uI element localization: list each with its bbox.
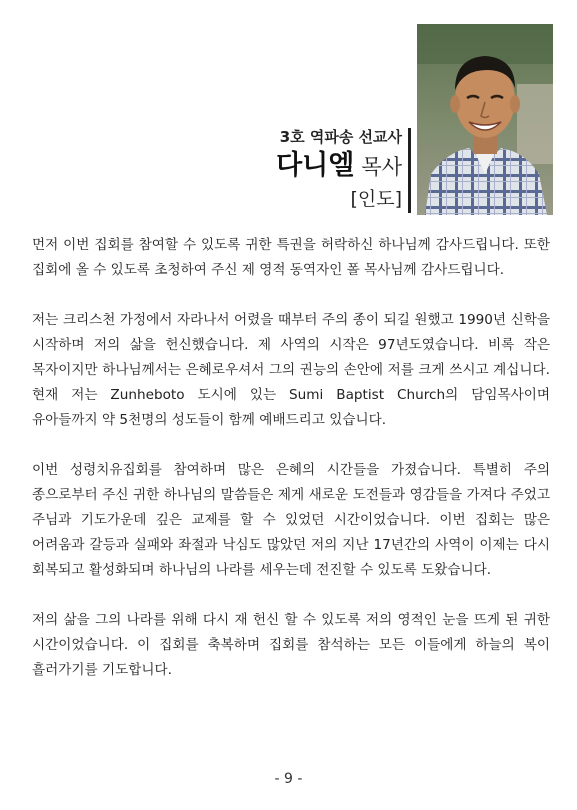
missionary-subtitle: 3호 역파송 선교사 <box>279 128 402 146</box>
portrait-photo <box>417 24 553 215</box>
article-header <box>0 24 577 216</box>
missionary-country: [인도] <box>350 188 402 210</box>
paragraph-2: 저는 크리스천 가정에서 자라나서 어렸을 때부터 주의 종이 되길 원했고 1990년 신학을 시작하며 저의 삶을 헌신했습니다. 제 사역의 시작은 97년도였습니다. 비록 작은 목자이지만 하나님께서는 은혜로우셔서 그의 권능의 손안에 저를 크게 쓰시고 계십니다. 현재 저는 Zunheboto 도시에 있는 Sumi Baptist Church의 담임목사이며 유아들까지 약 5천명의 성도들이 함께 예배드리고 있습니다. <box>32 312 550 428</box>
article-body <box>32 233 550 708</box>
missionary-name: 다니엘 <box>276 150 355 181</box>
paragraph-3: 이번 성령치유집회를 참여하며 많은 은혜의 시간들을 가졌습니다. 특별히 주의 종으로부터 주신 귀한 하나님의 말씀들은 제게 새로운 도전들과 영감들을 가져다 주었고 주님과 기도가운데 깊은 교제를 할 수 있었던 시간이었습니다. 이번 집회는 많은 어려움과 갈등과 실패와 좌절과 낙심도 많았던 저의 지난 17년간의 사역이 이제는 다시 회복되고 활성화되며 하나님의 나라를 세우는데 전진할 수 있도록 도왔습니다. <box>32 462 550 578</box>
page-number: - 9 - <box>274 771 303 787</box>
vertical-divider <box>408 128 411 213</box>
paragraph-4: 저의 삶을 그의 나라를 위해 다시 재 헌신 할 수 있도록 저의 영적인 눈을 뜨게 된 귀한 시간이었습니다. 이 집회를 축복하며 집회를 참석하는 모든 이들에게 하늘의 복이 흘러가기를 기도합니다. <box>32 612 550 678</box>
paragraph-1: 먼저 이번 집회를 참여할 수 있도록 귀한 특권을 허락하신 하나님께 감사드립니다. 또한 집회에 올 수 있도록 초청하여 주신 제 영적 동역자인 폴 목사님께 감사드립니다. <box>32 237 550 278</box>
missionary-title: 목사 <box>361 155 402 179</box>
title-block <box>276 128 402 211</box>
name-line <box>276 150 402 185</box>
